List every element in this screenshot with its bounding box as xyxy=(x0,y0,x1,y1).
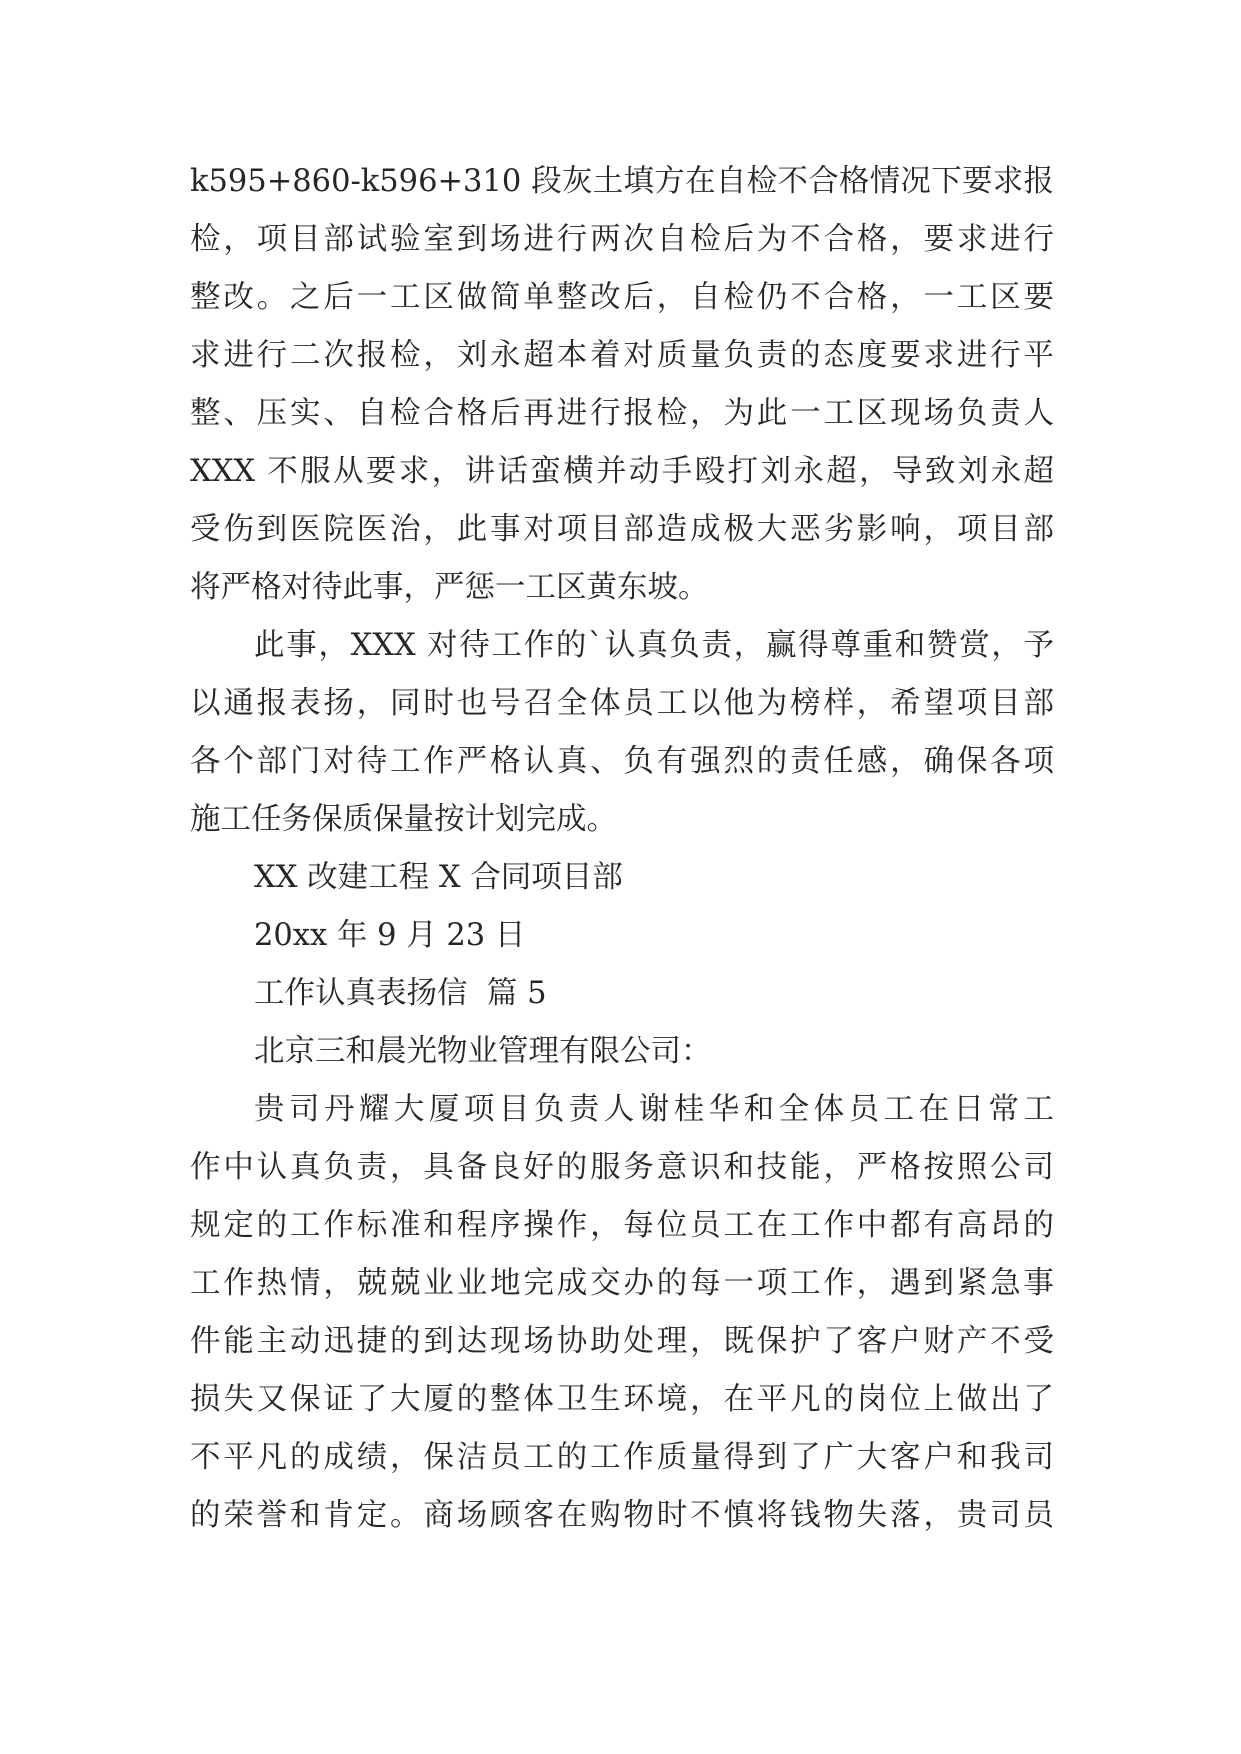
paragraph-2-line-2: 以通报表扬，同时也号召全体员工以他为榜样，希望项目部 xyxy=(190,686,1054,721)
paragraph-1-line-5: 整、压实、自检合格后再进行报检，为此一工区现场负责人 xyxy=(190,396,1054,431)
salutation: 北京三和晨光物业管理有限公司： xyxy=(254,1034,712,1069)
paragraph-3-line-3: 规定的工作标准和程序操作，每位员工在工作中都有高昂的 xyxy=(190,1208,1054,1243)
paragraph-1-line-6: XXX 不服从要求，讲话蛮横并动手殴打刘永超，导致刘永超 xyxy=(190,454,1054,489)
paragraph-1-line-3: 整改。之后一工区做简单整改后，自检仍不合格，一工区要 xyxy=(190,280,1054,315)
paragraph-3-line-2: 作中认真负责，具备良好的服务意识和技能，严格按照公司 xyxy=(190,1150,1054,1185)
paragraph-1-line-1: k595+860-k596+310 段灰土填方在自检不合格情况下要求报 xyxy=(190,164,1054,199)
paragraph-1-line-4: 求进行二次报检，刘永超本着对质量负责的态度要求进行平 xyxy=(190,338,1054,373)
paragraph-3-line-7: 不平凡的成绩，保洁员工的工作质量得到了广大客户和我司 xyxy=(190,1440,1054,1475)
paragraph-3-line-5: 件能主动迅捷的到达现场协助处理，既保护了客户财产不受 xyxy=(190,1324,1054,1359)
paragraph-3-line-1: 贵司丹耀大厦项目负责人谢桂华和全体员工在日常工 xyxy=(254,1092,1054,1127)
paragraph-2-line-1: 此事，XXX 对待工作的`认真负责，赢得尊重和赞赏，予 xyxy=(254,628,1054,663)
paragraph-2-line-3: 各个部门对待工作严格认真、负有强烈的责任感，确保各项 xyxy=(190,744,1054,779)
paragraph-3-line-4: 工作热情，兢兢业业地完成交办的每一项工作，遇到紧急事 xyxy=(190,1266,1054,1301)
paragraph-2-line-4: 施工任务保质保量按计划完成。 xyxy=(190,802,617,837)
signature-date: 20xx 年 9 月 23 日 xyxy=(254,918,526,953)
paragraph-1-line-7: 受伤到医院医治，此事对项目部造成极大恶劣影响，项目部 xyxy=(190,512,1054,547)
paragraph-1-line-2: 检，项目部试验室到场进行两次自检后为不合格，要求进行 xyxy=(190,222,1054,257)
paragraph-3-line-8: 的荣誉和肯定。商场顾客在购物时不慎将钱物失落，贵司员 xyxy=(190,1498,1054,1533)
paragraph-3-line-6: 损失又保证了大厦的整体卫生环境，在平凡的岗位上做出了 xyxy=(190,1382,1054,1417)
section-title: 工作认真表扬信 篇 5 xyxy=(254,976,547,1011)
paragraph-1-line-8: 将严格对待此事，严惩一工区黄东坡。 xyxy=(190,570,709,605)
signature-organization: XX 改建工程 X 合同项目部 xyxy=(254,860,623,895)
